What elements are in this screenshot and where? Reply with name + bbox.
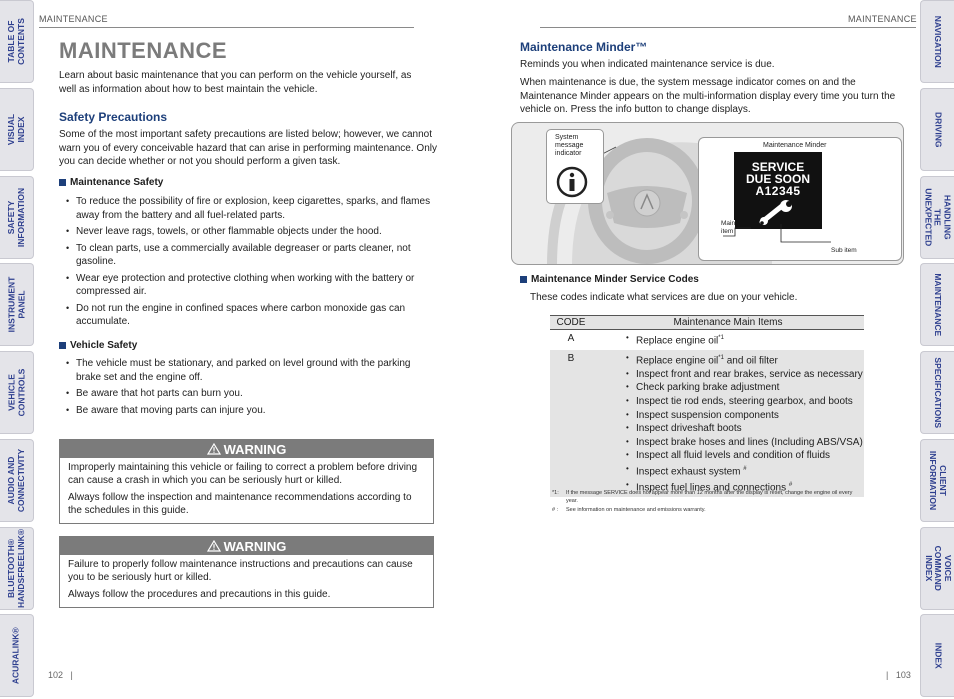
- service-codes-table: [550, 315, 864, 497]
- list-item: • To reduce the possibility of fire or explosion, keep cigarettes, sparks, and flames away from the battery and all fuel-related parts.: [59, 195, 437, 222]
- tab-client-information[interactable]: CLIENT INFORMATION: [920, 439, 954, 522]
- running-header-left: MAINTENANCE: [39, 14, 108, 24]
- indicator-callout: System message indicator: [546, 129, 604, 204]
- warning-body: Improperly maintaining this vehicle or failing to correct a problem before driving can cause a crash in which you can be seriously hurt or killed. Always follow the inspection and maintenance recommendations according to the schedules in this guide.: [68, 462, 418, 516]
- service-message-line1: SERVICE: [751, 160, 805, 174]
- service-code: A12345: [755, 184, 801, 198]
- running-header-right: MAINTENANCE: [848, 14, 917, 24]
- table-row: [550, 330, 864, 350]
- warning-triangle-icon: [207, 443, 221, 455]
- vehicle-safety-list: [59, 357, 434, 420]
- page-title: MAINTENANCE: [59, 38, 228, 63]
- tab-instrument-panel[interactable]: INSTRUMENT PANEL: [0, 263, 34, 346]
- code-cell: A: [567, 333, 575, 344]
- items-cell: [592, 350, 864, 497]
- list-item: • Inspect driveshaft boots: [636, 422, 864, 436]
- tab-maintenance[interactable]: MAINTENANCE: [920, 263, 954, 346]
- info-icon: [556, 166, 588, 198]
- tab-navigation[interactable]: NAVIGATION: [920, 0, 954, 83]
- header-rule-right: [540, 27, 916, 28]
- section-marker-icon: [59, 179, 66, 186]
- warning-box-2: [59, 536, 434, 608]
- minder-callout: Maintenance Minder SERVICE DUE SOON A12345 Main item Sub item: [698, 137, 902, 261]
- warning-triangle-icon: [207, 540, 221, 552]
- warning-header: WARNING: [60, 440, 433, 458]
- footnote-1: If the message SERVICE does not appear more than 12 months after the display is reset, change the engine oil every year.: [566, 490, 853, 504]
- maintenance-safety-heading: Maintenance Safety: [59, 177, 163, 188]
- tab-voice-command-index[interactable]: VOICE COMMAND INDEX: [920, 527, 954, 610]
- items-cell: [592, 330, 864, 350]
- list-item: • To clean parts, use a commercially available degreaser or parts cleaner, not gasoline.: [59, 242, 437, 269]
- maintenance-minder-text: When maintenance is due, the system message indicator comes on and the Maintenance Minder appears on the multi-information display every time you turn the vehicle on. Press the info button to change displays.: [520, 77, 896, 115]
- list-item: • Replace engine oil$^{*1}$: [636, 332, 864, 348]
- intro-paragraph: Learn about basic maintenance that you can perform on the vehicle yourself, as well as information about how to best maintain the vehicle.: [59, 70, 412, 95]
- list-item: • Inspect exhaust system #: [636, 463, 864, 479]
- service-message-line2: DUE SOON: [745, 172, 810, 186]
- maintenance-safety-list: [59, 195, 437, 332]
- tab-handling-the-unexpected[interactable]: HANDLING THE UNEXPECTED: [920, 176, 954, 259]
- warning-box-1: [59, 439, 434, 524]
- footnote-1-mark: *1:: [552, 490, 559, 496]
- section-marker-icon: [520, 276, 527, 283]
- list-item: • Wear eye protection and protective clothing when working with the battery or compressed air.: [59, 272, 437, 299]
- tab-acuralink[interactable]: ACURALINK®: [0, 614, 34, 697]
- service-codes-heading: Maintenance Minder Service Codes: [520, 274, 699, 285]
- table-header-row: [550, 316, 864, 330]
- page-number-left: 102 |: [48, 670, 73, 680]
- warning-header: WARNING: [60, 537, 433, 555]
- header-rule-left: [39, 27, 414, 28]
- list-item: • Inspect suspension components: [636, 409, 864, 423]
- list-item: • Be aware that hot parts can burn you.: [59, 387, 434, 401]
- tab-bluetooth-handsfreelink[interactable]: BLUETOOTH® HANDSFREELINK®: [0, 527, 34, 610]
- list-item: • Do not run the engine in confined spaces where carbon monoxide gas can accumulate.: [59, 302, 437, 329]
- tab-safety-information[interactable]: SAFETY INFORMATION: [0, 176, 34, 259]
- list-item: • Be aware that moving parts can injure you.: [59, 404, 434, 418]
- list-item: • Check parking brake adjustment: [636, 381, 864, 395]
- service-codes-intro: These codes indicate what services are due on your vehicle.: [530, 292, 798, 303]
- tab-driving[interactable]: DRIVING: [920, 88, 954, 171]
- tab-index[interactable]: INDEX: [920, 614, 954, 697]
- tab-specifications[interactable]: SPECIFICATIONS: [920, 351, 954, 434]
- section-marker-icon: [59, 342, 66, 349]
- list-item: • Never leave rags, towels, or other flammable objects under the hood.: [59, 225, 437, 239]
- tab-audio-and-connectivity[interactable]: AUDIO AND CONNECTIVITY: [0, 439, 34, 522]
- wrench-icon: [758, 200, 798, 226]
- maintenance-minder-figure: [511, 122, 904, 265]
- tab-table-of-contents[interactable]: TABLE OF CONTENTS: [0, 0, 34, 83]
- code-column-header: CODE: [550, 316, 592, 330]
- list-item: • Inspect fuel lines and connections #: [636, 479, 864, 495]
- items-column-header: Maintenance Main Items: [592, 316, 864, 330]
- tab-vehicle-controls[interactable]: VEHICLE CONTROLS: [0, 351, 34, 434]
- safety-precautions-text: Some of the most important safety precautions are listed below; however, we cannot warn you of every conceivable hazard that can arise in performing maintenance. Only you can decide whether or not you should perform a given task.: [59, 129, 437, 167]
- multi-information-display: [734, 152, 822, 229]
- list-item: • The vehicle must be stationary, and parked on level ground with the parking brake set and the engine off.: [59, 357, 434, 384]
- maintenance-minder-heading: Maintenance Minder™: [520, 40, 648, 54]
- footnote-2: See information on maintenance and emissions warranty.: [566, 507, 706, 513]
- list-item: • Inspect all fluid levels and condition of fluids: [636, 449, 864, 463]
- footnote-2-mark: # :: [552, 507, 559, 513]
- vehicle-safety-heading: Vehicle Safety: [59, 340, 137, 351]
- code-cell: B: [550, 350, 592, 497]
- table-row: [550, 350, 864, 497]
- maintenance-minder-intro: Reminds you when indicated maintenance service is due.: [520, 59, 775, 70]
- tab-visual-index[interactable]: VISUAL INDEX: [0, 88, 34, 171]
- safety-precautions-heading: Safety Precautions: [59, 110, 168, 124]
- list-item: • Inspect brake hoses and lines (Including ABS/VSA): [636, 436, 864, 450]
- list-item: • Inspect tie rod ends, steering gearbox, and boots: [636, 395, 864, 409]
- list-item: • Inspect front and rear brakes, service as necessary: [636, 368, 864, 382]
- warning-body: Failure to properly follow maintenance instructions and precautions can cause you to be seriously hurt or killed. Always follow the procedures and precautions in this guide.: [68, 559, 413, 600]
- page-number-right: | 103: [886, 670, 911, 680]
- list-item: • Replace engine oil$^{*1}$ and oil filter: [636, 352, 864, 368]
